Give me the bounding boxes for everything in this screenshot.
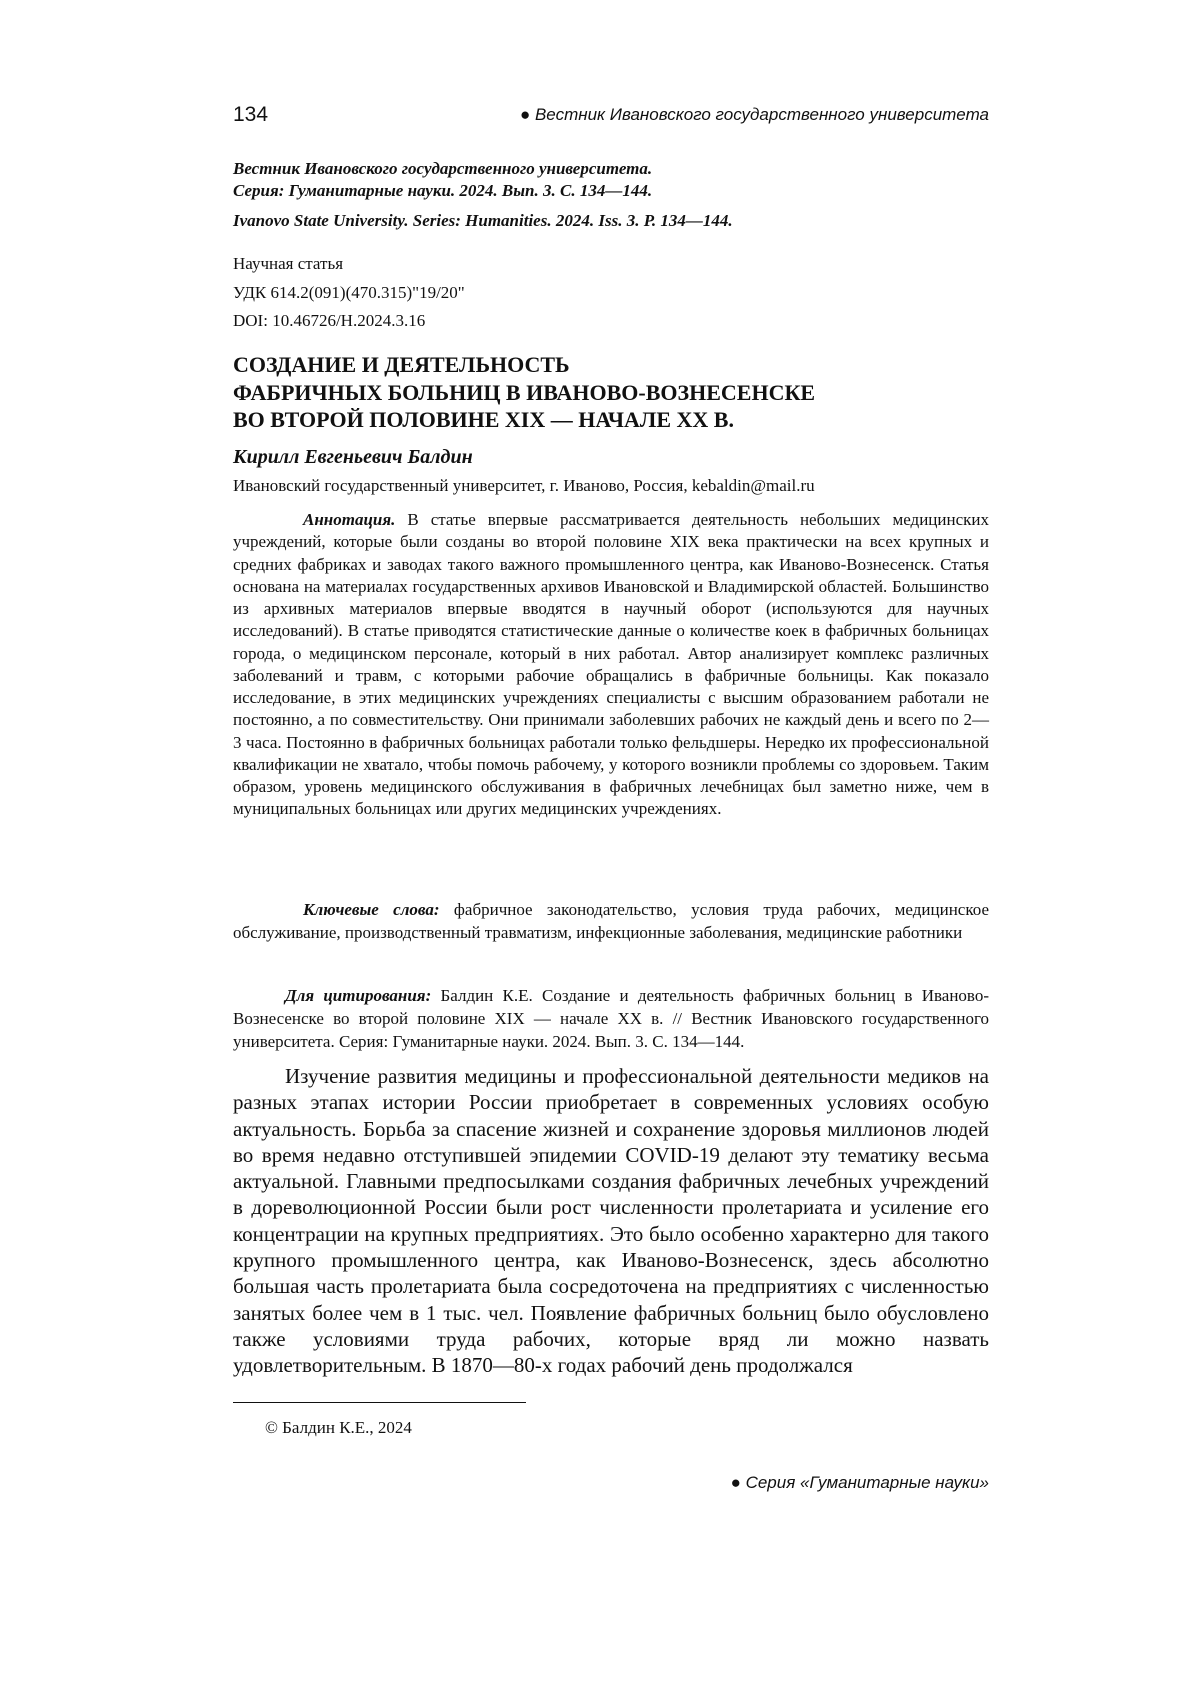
author-name: Кирилл Евгеньевич Балдин: [233, 446, 473, 469]
running-footer-series: ● Серия «Гуманитарные науки»: [731, 1473, 989, 1493]
keywords-label: Ключевые слова:: [303, 900, 440, 919]
citation-block: [233, 158, 989, 232]
abstract: [233, 509, 989, 821]
abstract-text: В статье впервые рассматривается деятельность небольших ме­дицинских учреждений, которые были созданы во второй половине XIX века практи­чески на всех крупных и средних фабриках и заводах такого важного промышленного центра, как Иваново-Вознесенск. Статья основана на материалах государственных ар­хивов Ивановской и Владимирской областей. Большинство из архивных материалов впервые вводятся в научный оборот (используются для научных исследований). В ста­тье приводятся статистические данные о количестве коек в фабричных больницах го­рода, о медицинском персонале, который в них работал. Автор анализирует комплекс различных заболеваний и травм, с которыми рабочие обращались в фабричные боль­ницы. Как показало исследование, в этих медицинских учреждениях специалисты с высшим образованием работали не постоянно, а по совместительству. Они принимали заболевших рабочих не каждый день и всего по 2—3 часа. Постоянно в фабричных больницах работали только фельдшеры. Нередко их профессиональной квалификации не хватало, чтобы помочь рабочему, у которого возникли проблемы со здоровьем. Та­ким образом, уровень медицинского обслуживания в фабричных лечебницах был за­метно ниже, чем в муниципальных больницах или других медицинских учреждениях.: [233, 510, 989, 818]
cite-for-label: Для цитирования:: [285, 986, 431, 1005]
article-title: [233, 351, 989, 434]
abstract-label: Аннотация.: [303, 510, 395, 529]
title-line-2: ФАБРИЧНЫХ БОЛЬНИЦ В ИВАНОВО-ВОЗНЕСЕНСКЕ: [233, 379, 989, 407]
running-header: [233, 103, 989, 133]
udk-code: УДК 614.2(091)(470.315)"19/20": [233, 279, 989, 308]
footnote-divider: [233, 1402, 526, 1403]
keywords-text: фабричное законодательство, условия труда рабочих, меди­цинское обслуживание, производственный травматизм, инфекционные заболевания, медицинские работники: [233, 900, 989, 942]
citation-ru-line-1: Вестник Ивановского государственного университета.: [233, 158, 989, 180]
title-line-1: СОЗДАНИЕ И ДЕЯТЕЛЬНОСТЬ: [233, 351, 989, 379]
journal-page: [0, 0, 1200, 1697]
article-type: Научная статья: [233, 250, 989, 279]
citation-ru-line-2: Серия: Гуманитарные науки. 2024. Вып. 3. С. 134—144.: [233, 180, 989, 202]
doi: DOI: 10.46726/H.2024.3.16: [233, 307, 989, 336]
cite-for-text: Балдин К.Е. Создание и деятельность фабричных больниц в Иваново-Вознесенске во второй половине XIX — начале XX в. // Вестник Ивановского государственного университета. Серия: Гуманитарные науки. 2024. Вып. 3. С. 134—144.: [233, 986, 989, 1051]
body-paragraph: Изучение развития медицины и профессиональной деятельности медиков на разных этапах истории России приобретает в современных условиях особую актуальность. Борьба за спасение жизней и сохранение здоровья миллионов людей во время недавно отступившей эпидемии COVID-19 делают эту тематику весьма актуальной. Главными предпосылками создания фабричных лечебных учреждений в дореволюционной России были рост численности пролетариата и усиление его концентрации на крупных предприятиях. Это было особенно ха­рактерно для такого крупного промышленного центра, как Иваново-Вознесенск, здесь абсолютно большая часть пролетариата была сосредоточена на предприя­тиях с численностью занятых более чем в 1 тыс. чел. Появление фабричных боль­ниц было обусловлено также условиями труда рабочих, которые вряд ли можно назвать удовлетворительным. В 1870—80-х годах рабочий день продолжался: [233, 1063, 989, 1379]
page-number: 134: [233, 103, 268, 127]
keywords: [233, 898, 989, 944]
title-line-3: ВО ВТОРОЙ ПОЛОВИНЕ XIX — НАЧАЛЕ XX В.: [233, 406, 989, 434]
journal-running-title: ● Вестник Ивановского государственного университета: [520, 105, 989, 125]
article-meta: [233, 250, 989, 336]
author-affiliation: Ивановский государственный университет, г. Иваново, Россия, kebaldin@mail.ru: [233, 476, 815, 496]
citation-instruction: [233, 984, 989, 1053]
citation-en: Ivanovo State University. Series: Humanities. 2024. Iss. 3. P. 134—144.: [233, 210, 989, 232]
copyright-notice: © Балдин К.Е., 2024: [265, 1418, 412, 1438]
